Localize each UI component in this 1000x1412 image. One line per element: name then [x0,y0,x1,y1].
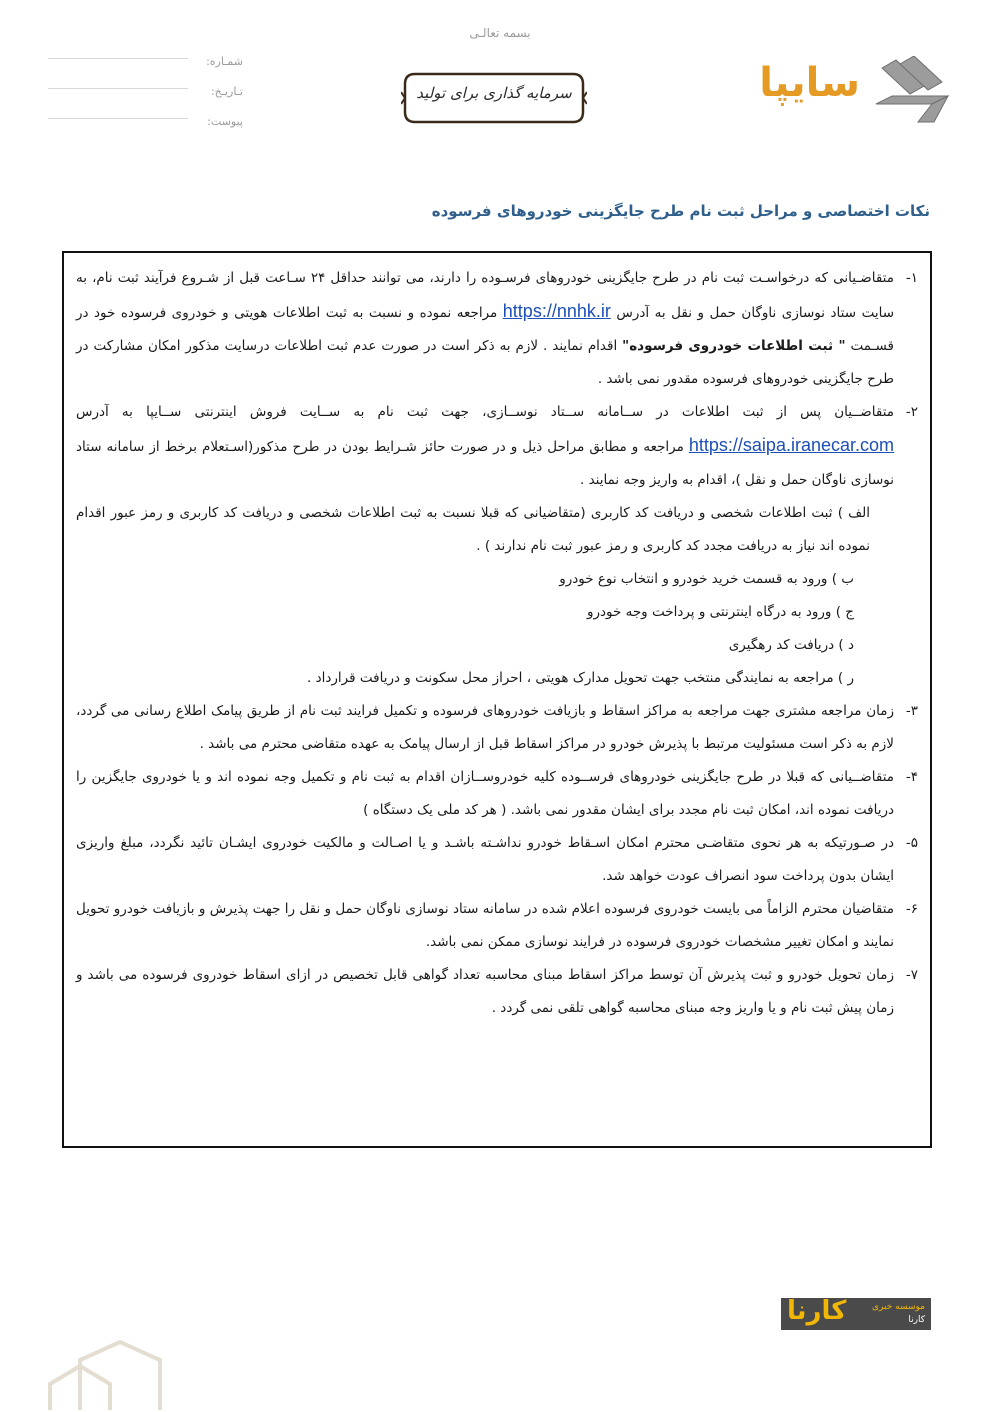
page-title: نکات اختصاصی و مراحل ثبت نام طرح جایگزینی خودروهای فرسوده [431,202,930,220]
sub-step-r: ر ) مراجعه به نمایندگی منتخب جهت تحویل مدارک هویتی ، احراز محل سکونت و دریافت قرارداد . [307,670,854,686]
list-item [76,695,918,761]
badge-line-1: موسسه خبری [871,1302,925,1312]
nnhk-link[interactable]: https://nnhk.ir [502,301,611,321]
content-body [76,262,918,1025]
item-emphasis: " ثبت اطلاعات خودروی فرسوده" [622,338,846,354]
date-field [48,80,243,99]
date-label: تـاریـخ: [210,85,243,98]
saipa-sales-link[interactable]: https://saipa.iranecar.com [688,435,894,455]
item-text: مراجعه و مطابق مراحل ذیل و در صورت حائز شـرایط بودن در طرح مذکور(اسـتعلام برخط از سامانه ستاد نوسازی ناوگان حمل و نقل )، اقدام به واریز وجه نمایند . [76,439,894,488]
karna-logo-mark: کارنا [787,1298,847,1326]
list-item [76,761,918,827]
badge-line-2: کارنا [908,1315,925,1325]
sub-step-d: د ) دریافت کد رهگیری [728,637,854,653]
sub-step-j: ج ) ورود به درگاه اینترنتی و پرداخت وجه خودرو [586,604,854,620]
item-text: در صـورتیکه به هر نحوی متقاضـی محترم امکان اسـقاط خودرو نداشـته باشـد و یا اصـالت و مالکیت خودروی ایشـان تائید نگردد، مبلغ واریزی ایشان بدون پرداخت سود انصراف عودت خواهد شد. [76,835,894,884]
saipa-emblem-icon [872,56,952,126]
number-line [48,58,188,59]
item-text: متقاضـیانی که درخواسـت ثبت نام در طرح جایگزینی خودروهای فرسـوده را دارند، می توانند حداقل ۲۴ سـاعت قبل از شـروع فرآیند ثبت نام، به سایت ستاد نوسازی ناوگان حمل و نقل به آدرس [76,270,895,321]
slogan-text: سرمایه گذاری برای تولید [416,84,572,102]
list-item [76,959,918,1025]
watermark-icon [40,1340,170,1412]
item-number: ۵- [905,835,918,851]
item-number: ۴- [905,769,918,785]
attachment-line [48,118,188,119]
list-item [76,893,918,959]
list-item [76,396,918,695]
item-text: زمان تحویل خودرو و ثبت پذیرش آن توسط مراکز اسقاط مبنای محاسبه تعداد گواهی قابل تخصیص در ازای اسقاط خودروی فرسوده می باشد و زمان پیش ثبت نام و یا واریز وجه مبنای محاسبه گواهی تلقی نمی گردد . [76,967,894,1016]
item-text: مراجعه نموده و نسبت به ثبت اطلاعات هویتی و خودروی فرسوده خود در قسـمت [76,305,894,354]
item-number: ۳- [905,703,918,719]
attachment-field [48,110,243,129]
item-number: ۷- [905,967,918,983]
list-item [76,827,918,893]
item-text: متقاضــیانی که قبلا در طرح جایگزینی خودروهای فرســوده کلیه خودروســازان اقدام به ثبت نام و تکمیل وجه نموده اند و یا خودروی جایگزین را دریافت نموده اند، امکان ثبت نام مجدد برای ایشان مقدور نمی باشد. ( هر کد ملی یک دستگاه ) [76,769,894,818]
sub-step-b: ب ) ورود به قسمت خرید خودرو و انتخاب نوع خودرو [559,571,854,587]
item-number: ۶- [905,901,918,917]
list-item [76,262,918,396]
item-text: اقدام نمایند . لازم به ذکر است در صورت عدم ثبت اطلاعات درسایت مذکور امکان مشارکت در طرح جایگزینی خودروهای فرسوده مقدور نمی باشد . [76,338,894,387]
basmala: بسمه تعالـی [469,26,531,40]
item-text: متقاضیان محترم الزاماً می بایست خودروی فرسوده اعلام شده در سامانه ستاد نوسازی ناوگان حمل و نقل را جهت پذیرش و بازیافت خودرو تحویل نمایند و امکان تغییر مشخصات خودروی فرسوده در فرایند نوسازی ممکن نمی باشد. [76,901,894,950]
sub-step-a: الف ) ثبت اطلاعات شخصی و دریافت کد کاربری (متقاضیانی که قبلا نسبت به ثبت اطلاعات شخصی و دریافت کد کاربری و رمز عبور اقدام نموده اند نیاز به دریافت مجدد کد کاربری و رمز عبور ثبت نام ندارند ) . [76,505,870,554]
number-label: شمـاره: [206,55,243,68]
logo-text: سایپا [759,60,860,106]
item-number: ۱- [905,270,918,286]
saipa-logo [742,56,952,132]
karna-badge [781,1298,931,1330]
item-text: زمان مراجعه مشتری جهت مراجعه به مراکز اسقاط و بازیافت خودروهای فرسوده و تکمیل فرایند ثبت نام از طریق پیامک اطلاع رسانی می گردد، لازم به ذکر است مسئولیت مرتبط با پذیرش خودرو در مراکز اسقاط قبل از ارسال پیامک به عهده متقاضی محترم می باشد . [76,703,894,752]
item-number: ۲- [905,404,918,420]
number-field [48,50,243,69]
date-line [48,88,188,89]
attachment-label: پیوست: [207,115,243,128]
slogan-emblem [401,70,587,126]
item-text: متقاضــیان پس از ثبت اطلاعات در ســامانه ســتاد نوســازی، جهت ثبت نام به ســایت فروش اینترنتی ســایپا به آدرس [76,404,894,420]
